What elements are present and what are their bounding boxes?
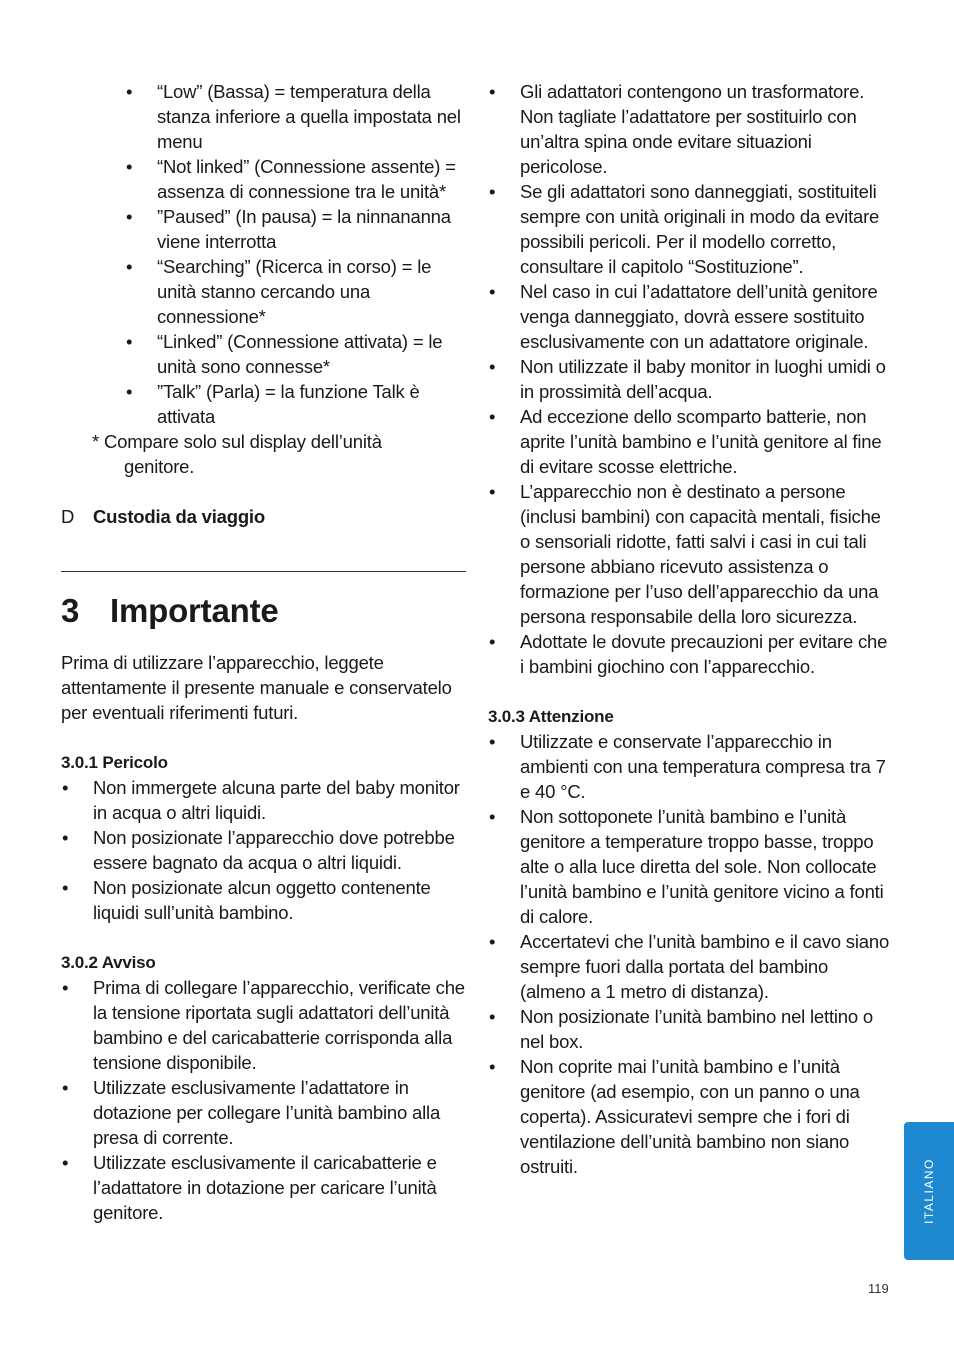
list-item: • Non posizionate l’unità bambino nel lettino o nel box. [488, 1004, 893, 1054]
chapter-number: 3 [61, 592, 80, 629]
footnote-line: genitore. [124, 456, 195, 477]
page-number: 119 [868, 1281, 889, 1296]
language-tab-label: ITALIANO [922, 1158, 936, 1224]
list-item: • Nel caso in cui l’adattatore dell’unità genitore venga danneggiato, dovrà essere sostituito esclusivamente con un adattatore originale. [488, 279, 893, 354]
warning-list-continued [488, 79, 893, 679]
danger-list [61, 775, 466, 925]
list-item: • “Low” (Bassa) = temperatura della stanza inferiore a quella impostata nel menu [125, 79, 466, 154]
list-item: • L’apparecchio non è destinato a persone (inclusi bambini) con capacità mentali, fisiche o sensoriali ridotte, fatti salvi i casi in cui tali persone abbiano ricevuto assistenza o formazione per l’uso dell’apparecchio da una persona responsabile della loro sicurezza. [488, 479, 893, 629]
chapter-divider [61, 571, 466, 572]
chapter-heading [61, 592, 466, 630]
footnote [61, 429, 466, 479]
section-title-danger: 3.0.1 Pericolo [61, 753, 168, 772]
left-column [61, 79, 466, 1225]
list-item: • “Searching” (Ricerca in corso) = le unità stanno cercando una connessione* [125, 254, 466, 329]
language-tab [904, 1122, 954, 1260]
list-item: • Non posizionate l’apparecchio dove potrebbe essere bagnato da acqua o altri liquidi. [61, 825, 466, 875]
list-item: • Ad eccezione dello scomparto batterie, non aprite l’unità bambino e l’unità genitore al fine di evitare scosse elettriche. [488, 404, 893, 479]
list-item: • Utilizzate esclusivamente il caricabatterie e l’adattatore in dotazione per caricare l’unità genitore. [61, 1150, 466, 1225]
section-title-caution: 3.0.3 Attenzione [488, 707, 614, 726]
list-item: • Non coprite mai l’unità bambino e l’unità genitore (ad esempio, con un panno o una coperta). Assicuratevi sempre che i fori di ventilazione dell’unità bambino non siano ostruiti. [488, 1054, 893, 1179]
list-item: • Non sottoponete l’unità bambino e l’unità genitore a temperature troppo basse, troppo alte o alla luce diretta del sole. Non collocate l’unità bambino e l’unità genitore vicino a fonti di calore. [488, 804, 893, 929]
list-item: • Gli adattatori contengono un trasformatore. Non tagliate l’adattatore per sostituirlo con un’altra spina onde evitare situazioni pericolose. [488, 79, 893, 179]
component-letter: D [61, 506, 75, 527]
list-item: • ”Talk” (Parla) = la funzione Talk è attivata [125, 379, 466, 429]
status-list [61, 79, 466, 429]
list-item: • Non utilizzate il baby monitor in luoghi umidi o in prossimità dell’acqua. [488, 354, 893, 404]
right-column [488, 79, 893, 1179]
list-item: • Utilizzate e conservate l’apparecchio in ambienti con una temperatura compresa tra 7 e 40 °C. [488, 729, 893, 804]
list-item: • Adottate le dovute precauzioni per evitare che i bambini giochino con l’apparecchio. [488, 629, 893, 679]
list-item: • Se gli adattatori sono danneggiati, sostituiteli sempre con unità originali in modo da evitare possibili pericoli. Per il modello corretto, consultare il capitolo “Sostituzione”. [488, 179, 893, 279]
warning-list [61, 975, 466, 1225]
list-item: • Accertatevi che l’unità bambino e il cavo siano sempre fuori dalla portata del bambino (almeno a 1 metro di distanza). [488, 929, 893, 1004]
list-item: • Non immergete alcuna parte del baby monitor in acqua o altri liquidi. [61, 775, 466, 825]
component-item [61, 504, 466, 529]
component-label: Custodia da viaggio [93, 506, 265, 527]
list-item: • Utilizzate esclusivamente l’adattatore in dotazione per collegare l’unità bambino alla presa di corrente. [61, 1075, 466, 1150]
list-item: • ”Paused” (In pausa) = la ninnananna viene interrotta [125, 204, 466, 254]
chapter-title: Importante [110, 592, 279, 629]
list-item: • “Not linked” (Connessione assente) = assenza di connessione tra le unità* [125, 154, 466, 204]
intro-paragraph: Prima di utilizzare l’apparecchio, leggete attentamente il presente manuale e conservatelo per eventuali riferimenti futuri. [61, 652, 452, 723]
footnote-line: * Compare solo sul display dell’unità [92, 431, 382, 452]
list-item: • Non posizionate alcun oggetto contenente liquidi sull’unità bambino. [61, 875, 466, 925]
list-item: • Prima di collegare l’apparecchio, verificate che la tensione riportata sugli adattatori dell’unità bambino e del caricabatterie corrisponda alla tensione disponibile. [61, 975, 466, 1075]
list-item: • “Linked” (Connessione attivata) = le unità sono connesse* [125, 329, 466, 379]
caution-list [488, 729, 893, 1179]
section-title-warning: 3.0.2 Avviso [61, 953, 156, 972]
